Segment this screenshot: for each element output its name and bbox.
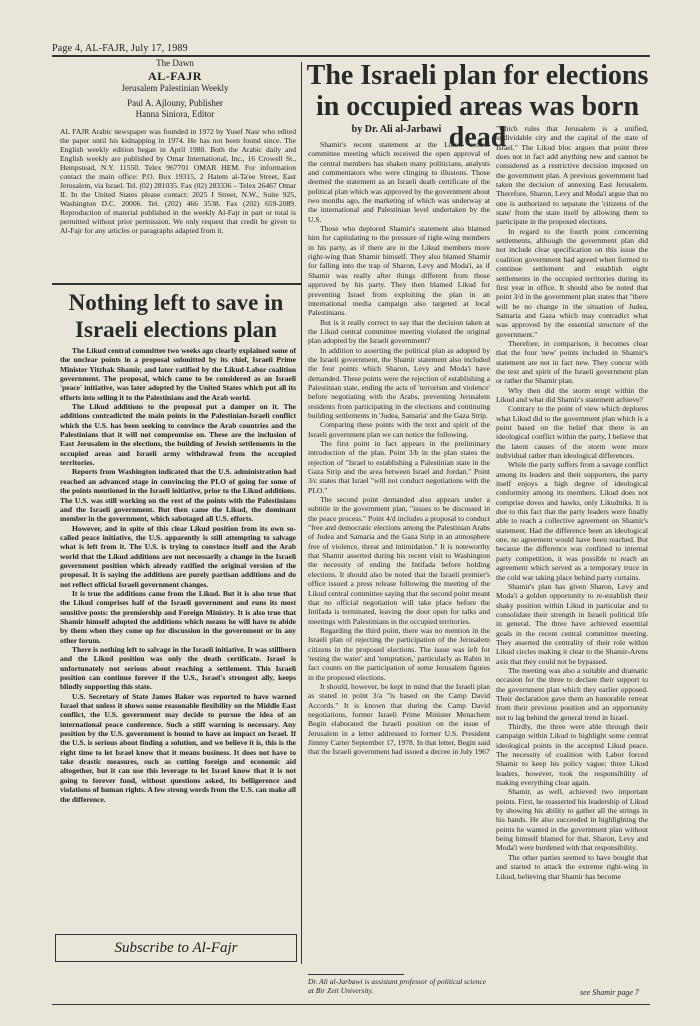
bottom-rule [52, 1004, 650, 1005]
editorial-paragraph: However, and in spite of this clear Likud position from its own so-called peace initiative, the U.S. apparently is still attempting to salvage what is left from it. The U.S. is trying to convince itself and the Arab world that the Likud additions are not necessarily a change in the Israeli government position which already ratified the original version of the proposal. It is saying the additions are purely partisan additions and do not reflect official Israeli government changes. [60, 523, 296, 589]
masthead-editor: Hanna Siniora, Editor [135, 108, 215, 119]
article-paragraph: Contrary to the point of view which deplores what Likud did to the government plan which is a point based on the belief that there is an ideological conflict within the party, I believe that the latent causes of the storm were more individual rather than ideological differences. [496, 404, 648, 461]
editorial-paragraph: Reports from Washington indicated that the U.S. administration had reached an advanced stage in convincing the PLO of going for some of the points mentioned in the Israeli initiative, prior to the Likud additions. The U.S. was still working on the rest of the points with the Palestinians and the Israeli government. But then came the Likud, the dominant member in the government, which sabotaged all U.S. efforts. [60, 467, 296, 524]
article-paragraph: The second point demanded also appears under a subtitle in the government plan, "issues to be discussed in the peace process." Point 4/d includes a proposal to conduct "free and democratic elections among the Palestinian Arabs of Judea and Samaria and the Gaza Strip in an atmosphere free of violence, threat and intimidation." It is noteworthy that Shamir asserted during his recent visit to Washington the necessity of ending the Intifada before holding elections. It should also be noted that the Israeli premier's office issued a press release following the meeting of the Likud central committee saying that the second point meant that no official negotiation will take place before the Intifada is terminated, leaving the door open for talks and meetings with Palestinians in the occupied territories. [308, 495, 490, 626]
article-column-1 [308, 140, 490, 757]
author-note: Dr. Ali al-Jarbawi is assistant professor of political science at Bir Zeit University. [308, 977, 487, 995]
section-rule [52, 283, 301, 285]
article-paragraph: But is it really correct to say that the decision taken at the Likud central committee meeting violated the original plan adopted by the Israeli government? [308, 317, 490, 346]
article-paragraph: Why then did the storm erupt within the Likud and what did Shamir's statement achieve? [496, 385, 648, 404]
continued-jump: see Shamir page 7 [580, 988, 639, 997]
article-paragraph: The meeting was also a suitable and dramatic occasion for the three to declare their support to the government plan which they earlier opposed. Their declaration gave them an honorable retreat from their previous position and an opportunity not to lag behind the general trend in Israel. [496, 665, 648, 722]
article-paragraph: In regard to the fourth point concerning settlements, although the government plan did not include clear specification on this issue the coalition government had agreed when formed to continue settlement and establish eight settlements in the occupied territories during its first year in office. It should also be noted that point 3/d in the government plan states that "there will be no change in the situation of Judea, Samaria and Gaza which may contradict what was approved by the essential structure of the government." [496, 226, 648, 339]
editorial-paragraph: The Likud additions to the proposal put a damper on it. The additions contradicted the main points in the Palestinian-Israeli conflict which the U.S. has been seeking to convince the Arab countries and the Palestinians that it will not compromise on. These are the inclusion of East Jerusalem in the elections, the building of Jewish settlements in the occupied areas and Israeli army withdrawal from the occupied territories. [60, 402, 296, 468]
masthead-publisher: Paul A. Ajlouny, Publisher [127, 98, 223, 108]
masthead-subtitle: Jerusalem Palestinian Weekly [121, 83, 229, 93]
editorial-title: Nothing left to save in Israeli elections plan [68, 290, 284, 342]
running-head: Page 4, AL-FAJR, July 17, 1989 [52, 43, 188, 54]
article-paragraph: Therefore, in comparison, it becomes clear that the four 'new' points included in Shamir's statement are not in fact new. They concur with the text and spirit of the Israeli government plan or rather the Shamir plan. [496, 338, 648, 386]
editorial-paragraph: U.S. Secretary of State James Baker was reported to have warned Israel that unless it shows some reasonable flexibility on the Middle East conflict, the U.S. government may decide to pursue the idea of an international peace conference. Such a stiff warning is necessary. Any position by the U.S. government is bound to have an impact on Israel. If the U.S. is serious about finding a solution, and we believe it is, this is the right time to let Israel know that it means business. It does not have to take drastic measures, such as cutting foreign and economic aid altogether, but it can use this leverage to let Israel know that it is not going to forever fund, without questions asked, its belligerence and violations of human rights. A few strong words from the U.S. can make all the difference. [60, 691, 296, 804]
article-column-2 [496, 124, 648, 881]
article-paragraph: "which rules that Jerusalem is a unified, undividable city and the capital of the state of Israel." The Likud bloc argues that point three does not in fact add anything new and cannot be considered as a restrictive decision imposed on the government plan. A previous government had taken the decision of annexing East Jerusalem. Therefore, Sharon, Levy and Moda'i argue that no one is authorized to separate the 'citizens of the state' from the state itself by allowing them to participate in the proposed elections. [496, 124, 648, 227]
subscribe-banner: Subscribe to Al-Fajr [55, 934, 297, 962]
masthead-dawn: The Dawn [156, 58, 194, 68]
editorial-paragraph: The Likud central committee two weeks ago clearly explained some of the unclear points in a proposal submitted by its chief, Israeli Prime Minister Yitzhak Shamir, and later ratified by the Likud-Labor coalition government. The proposal, which came to be considered as an Israeli 'peace' initiative, was later adopted by the United States which put all its efforts into selling it to the Palestinians and the Arab world. [60, 346, 296, 402]
article-paragraph: Shamir, as well, achieved two important points. First, he reasserted his leadership of Likud by showing his ability to gather all the strings in his hands. He also succeeded in highlighting the points he wanted in the government plan without being himself blamed for that. Sharon, Levy and Moda'i were burdened with that responsibility. [496, 787, 648, 853]
article-paragraph: Shamir's recent statement at the Likud central committee meeting which received the open approval of the central members has shaken many politicians, analysts and commentators who were clinging to illusions. Those deemed the statement as an Israeli death certificate of the political plan which was approved by the government about two months ago, the marketing of which was underway at the international and Palestinian level undertaken by the U.S. [308, 140, 490, 224]
article-paragraph: It should, however, be kept in mind that the Israeli plan as stated in point 3/a "is based on the Camp David Accords." It is known that during the Camp David negotiations, former Israeli Prime Minister Menachem Begin elaborated the Israeli position on the issue of Jerusalem in a letter addressed to former U.S. President Jimmy Carter September 17, 1978. In that letter, Begin said that the Israeli government had issued a decree in July 1967 [308, 681, 490, 757]
top-rule [52, 55, 650, 57]
masthead-body: AL FAJR Arabic newspaper was founded in 1972 by Yusef Nasr who edited the paper until his kidnapping in 1974. He has not been found since. The English weekly edition began in April 1980. Both the Arabic daily and English weekly are published by Omar International, Inc., 16 Crowell St., Hempstead, N.Y. 11550. Telex 967701 OMAR HEM. For information contact the main office: P.O. Box 19315, 2 Hatem al-Ta'ee Street, East Jerusalem, via Israel. Tel. (02) 281035. Fax (02) 283336 – Telex 26467 Omar IL In the United States please contact: 2025 I Street, N.W., Suite 925, Washington D.C. 20006. Tel. (202) 466 3538. Fax (202) 659-2089. Reproduction of material published in the weekly Al-Fajr in part or total is permitted without prior permission. We only request that credit be given to Al-Fajr for any articles or paragraphs adapted from it. [60, 127, 296, 235]
article-headline: The Israeli plan for elections in occupied areas was born dead [306, 60, 649, 153]
article-paragraph: Thirdly, the three were able through their campaign within Likud to highlight some central ideological points in the accepted Likud peace. The necessity of coalition with Labor forced Shamir to keep his policy vague; three Likud leaders, however, took the responsibility of making everything clear again. [496, 722, 648, 788]
article-paragraph: While the party suffers from a savage conflict among its leaders and their supporters, the party itself enjoys a high degree of ideological conformity among its members. Likud does not comprise doves and hawks, only Likudniks. It is due to this fact that the party leaders were finally able to reach a collective agreement on Shamir's statement. Had the difference been an ideological one, no agreement would have been reached. But because the difference was confined to internal party competition, it was possible to reach an agreement which served as a temporary truce in the cold war taking place behind party curtains. [496, 460, 648, 582]
masthead-name: AL-FAJR [148, 69, 202, 83]
article-paragraph: Those who deplored Shamir's statement also blamed him for capitulating to the pressure of right-wing members in his party, as if there are in the Likud members more right-wing than Shamir himself. They also blamed Shamir for falling into the trap of Sharon, Levy and Moda'i, as if Shamir was really after things different from those approved by his party. They then blamed Likud for preventing Israel from exploiting the plan in an international media campaign also targeted at local Palestinians. [308, 224, 490, 318]
column-rule [301, 62, 302, 964]
editorial-body [60, 346, 296, 804]
note-rule [308, 974, 404, 975]
article-paragraph: The other parties seemed to have bought that and started to attack the extreme right-wing in Likud, believing that Shamir has become [496, 852, 648, 881]
article-paragraph: Shamir's plan has given Sharon, Levy and Moda'i a golden opportunity to re-establish their shaky position within Likud in particular and to consolidate their strength in Israeli political life in general. The three have achieved essential goals in the recent central committee meeting. They asserted the centrality of their role within Likud circles making it clear to the Shamir-Arens axis that they could not be bypassed. [496, 581, 648, 666]
masthead [60, 58, 290, 119]
article-paragraph: The first point in fact appears in the preliminary introduction of the plan. Point 3/b in the plan states the rejection of "Israel to establishing a Palestinian state in the Gaza Strip and the area between Israel and Jordan." Point 3/c states that Israel "will not conduct negotiations with the PLO." [308, 439, 490, 495]
article-byline: by Dr. Ali al-Jarbawi [351, 124, 442, 135]
editorial-paragraph: It is true the additions came from the Likud. But it is also true that the Likud comprises half of the Israeli government and runs its most sensitive posts: the premiership and Foreign Ministry. It is also true that Shamir himself adopted the additions which means he will have to abide by them when they come up for discussion in the government or in any other forum. [60, 588, 296, 645]
article-paragraph: In addition to asserting the political plan as adopted by the Israeli government, the Shamir statement also included the four points which Sharon, Levy and Moda'i have demanded. These points were the rejection of establishing a Palestinian state, ending the acts of 'terrorism and violence' before negotiating with the Arabs, preventing Jerusalem residents from participating in the elections and continuing building settlements in 'Judea, Samaria' and the Gaza Strip. [308, 345, 490, 420]
editorial-paragraph: There is nothing left to salvage in the Israeli initiative. It was stillborn and the Likud position was only the death certificate. Israel is unfortunately not serious about reaching a settlement. This Israeli position can continue forever if the U.S., Israel's strongest ally, keeps blindly supporting this state. [60, 645, 296, 692]
article-paragraph: Comparing these points with the text and spirit of the Israeli government plan we can notice the following. [308, 420, 490, 439]
article-paragraph: Regarding the third point, there was no mention in the Israeli plan of rejecting the participation of the Jerusalem citizens in the proposed elections. The issue was left for 'testing the water' and 'temptation,' particularly as Rabin in fact counts on the participation of some Jerusalem figures in the proposed elections. [308, 625, 490, 682]
